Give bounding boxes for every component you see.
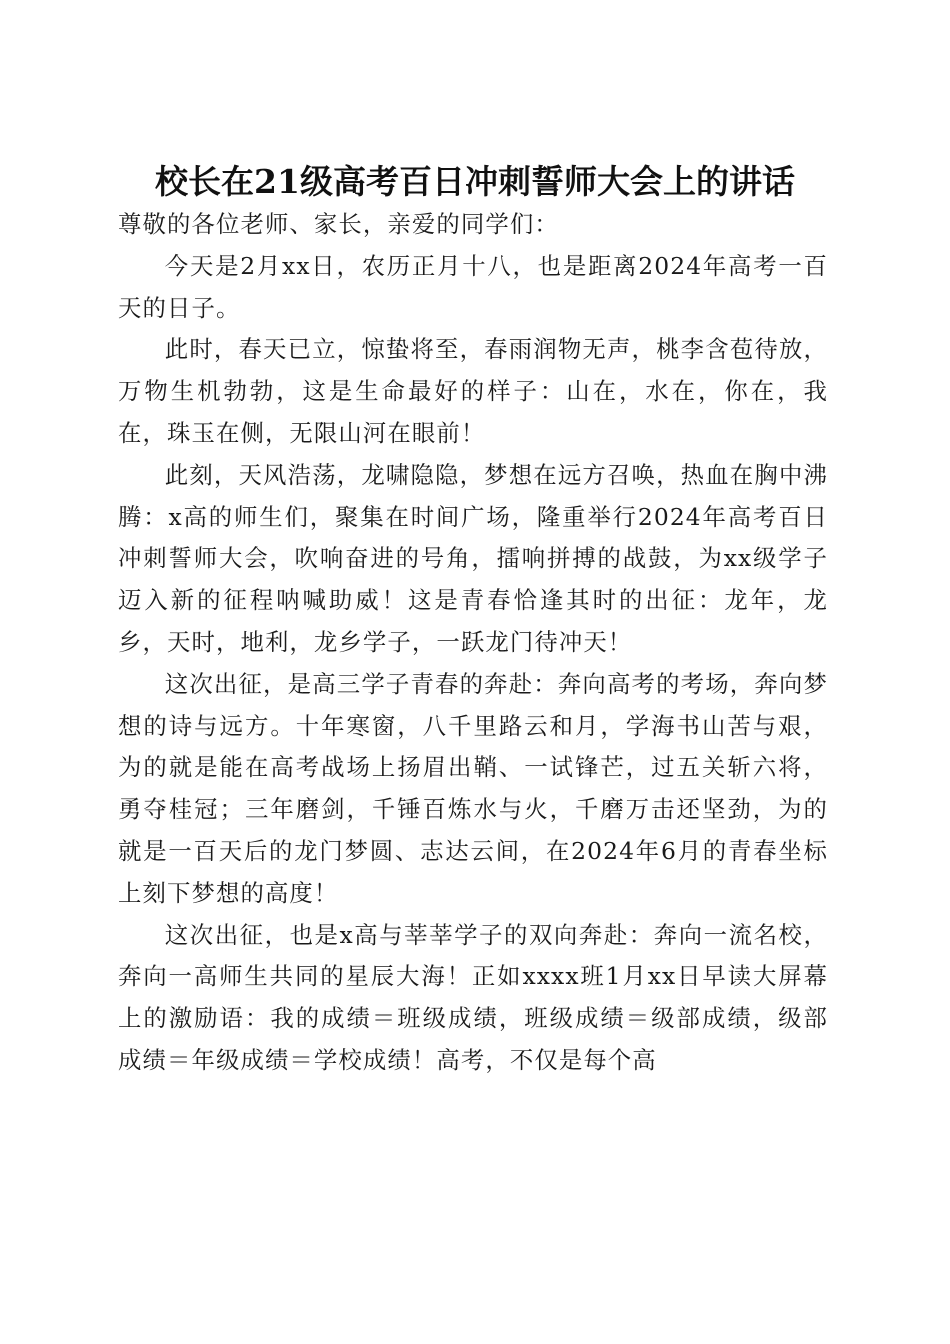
page-title: 校长在21级高考百日冲刺誓师大会上的讲话 (155, 162, 795, 202)
paragraph-mutual: 这次出征，也是x高与莘莘学子的双向奔赴：奔向一流名校，奔向一高师生共同的星辰大海！正如xxxx班1月xx日早读大屏幕上的激励语：我的成绩＝班级成绩，班级成绩＝级部成绩，级部成绩＝年级成绩＝学校成绩！高考，不仅是每个高 (118, 920, 828, 1074)
salutation: 尊敬的各位老师、家长，亲爱的同学们： (118, 210, 559, 238)
document-body (118, 204, 828, 1082)
paragraph-spring: 此时，春天已立，惊蛰将至，春雨润物无声，桃李含苞待放，万物生机勃勃，这是生命最好的样子：山在，水在，你在，我在，珠玉在侧，无限山河在眼前！ (118, 335, 828, 447)
paragraph-date: 今天是2月xx日，农历正月十八，也是距离2024年高考一百天的日子。 (118, 251, 828, 322)
paragraph-rally: 此刻，天风浩荡，龙啸隐隐，梦想在远方召唤，热血在胸中沸腾：x高的师生们，聚集在时间广场，隆重举行2024年高考百日冲刺誓师大会，吹响奋进的号角，擂响拼搏的战鼓，为xx级学子迈入新的征程呐喊助威！这是青春恰逢其时的出征：龙年，龙乡，天时，地利，龙乡学子，一跃龙门待冲天！ (118, 460, 828, 656)
paragraph-journey: 这次出征，是高三学子青春的奔赴：奔向高考的考场，奔向梦想的诗与远方。十年寒窗，八千里路云和月，学海书山苦与艰，为的就是能在高考战场上扬眉出鞘、一试锋芒，过五关斩六将，勇夺桂冠；三年磨剑，千锤百炼水与火，千磨万击还坚劲，为的就是一百天后的龙门梦圆、志达云间，在2024年6月的青春坐标上刻下梦想的高度！ (118, 669, 828, 907)
